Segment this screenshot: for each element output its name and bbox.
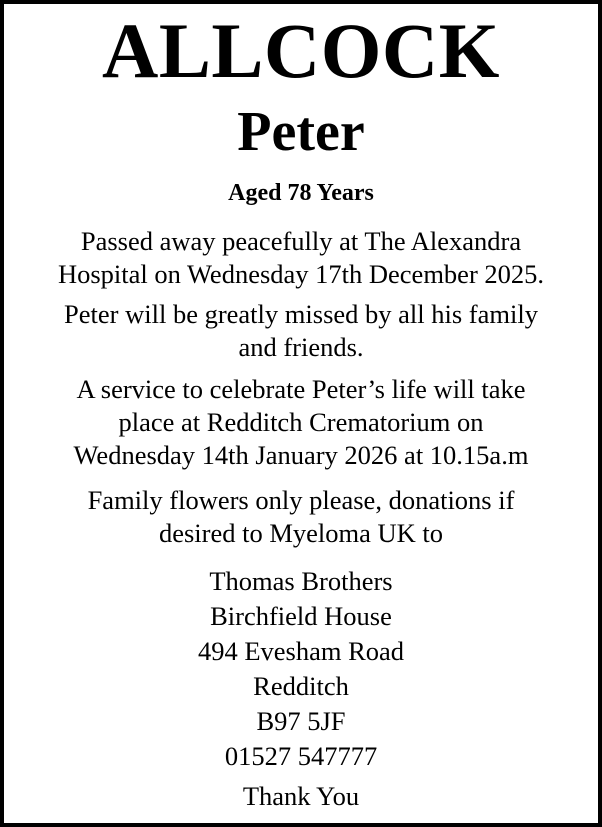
thank-you-line: Thank You <box>242 781 360 811</box>
address-line-postcode: B97 5JF <box>256 706 346 736</box>
paragraph-line: place at Redditch Crematorium on <box>118 407 484 437</box>
paragraph-line: desired to Myeloma UK to <box>158 518 444 548</box>
surname-heading: ALLCOCK <box>102 7 500 94</box>
paragraph-line: Hospital on Wednesday 17th December 2025. <box>57 259 545 289</box>
missed-paragraph <box>10 298 592 364</box>
paragraph-line: Family flowers only please, donations if <box>87 485 515 515</box>
passing-paragraph <box>10 225 592 291</box>
paragraph-line: and friends. <box>238 332 364 362</box>
age-line: Aged 78 Years <box>228 180 374 206</box>
forename-heading: Peter <box>237 101 365 163</box>
service-paragraph <box>10 373 592 472</box>
paragraph-line: Wednesday 14th January 2026 at 10.15a.m <box>73 440 529 470</box>
funeral-director-address <box>4 564 598 774</box>
address-line-street: 494 Evesham Road <box>197 636 405 666</box>
paragraph-line: Peter will be greatly missed by all his family <box>64 299 538 329</box>
flowers-paragraph <box>10 484 592 550</box>
paragraph-line: A service to celebrate Peter’s life will take <box>76 374 526 404</box>
address-line-building: Birchfield House <box>210 601 392 631</box>
address-line-town: Redditch <box>253 671 349 701</box>
address-line-company: Thomas Brothers <box>209 566 393 596</box>
address-line-phone: 01527 547777 <box>224 741 378 771</box>
paragraph-line: Passed away peacefully at The Alexandra <box>80 226 522 256</box>
